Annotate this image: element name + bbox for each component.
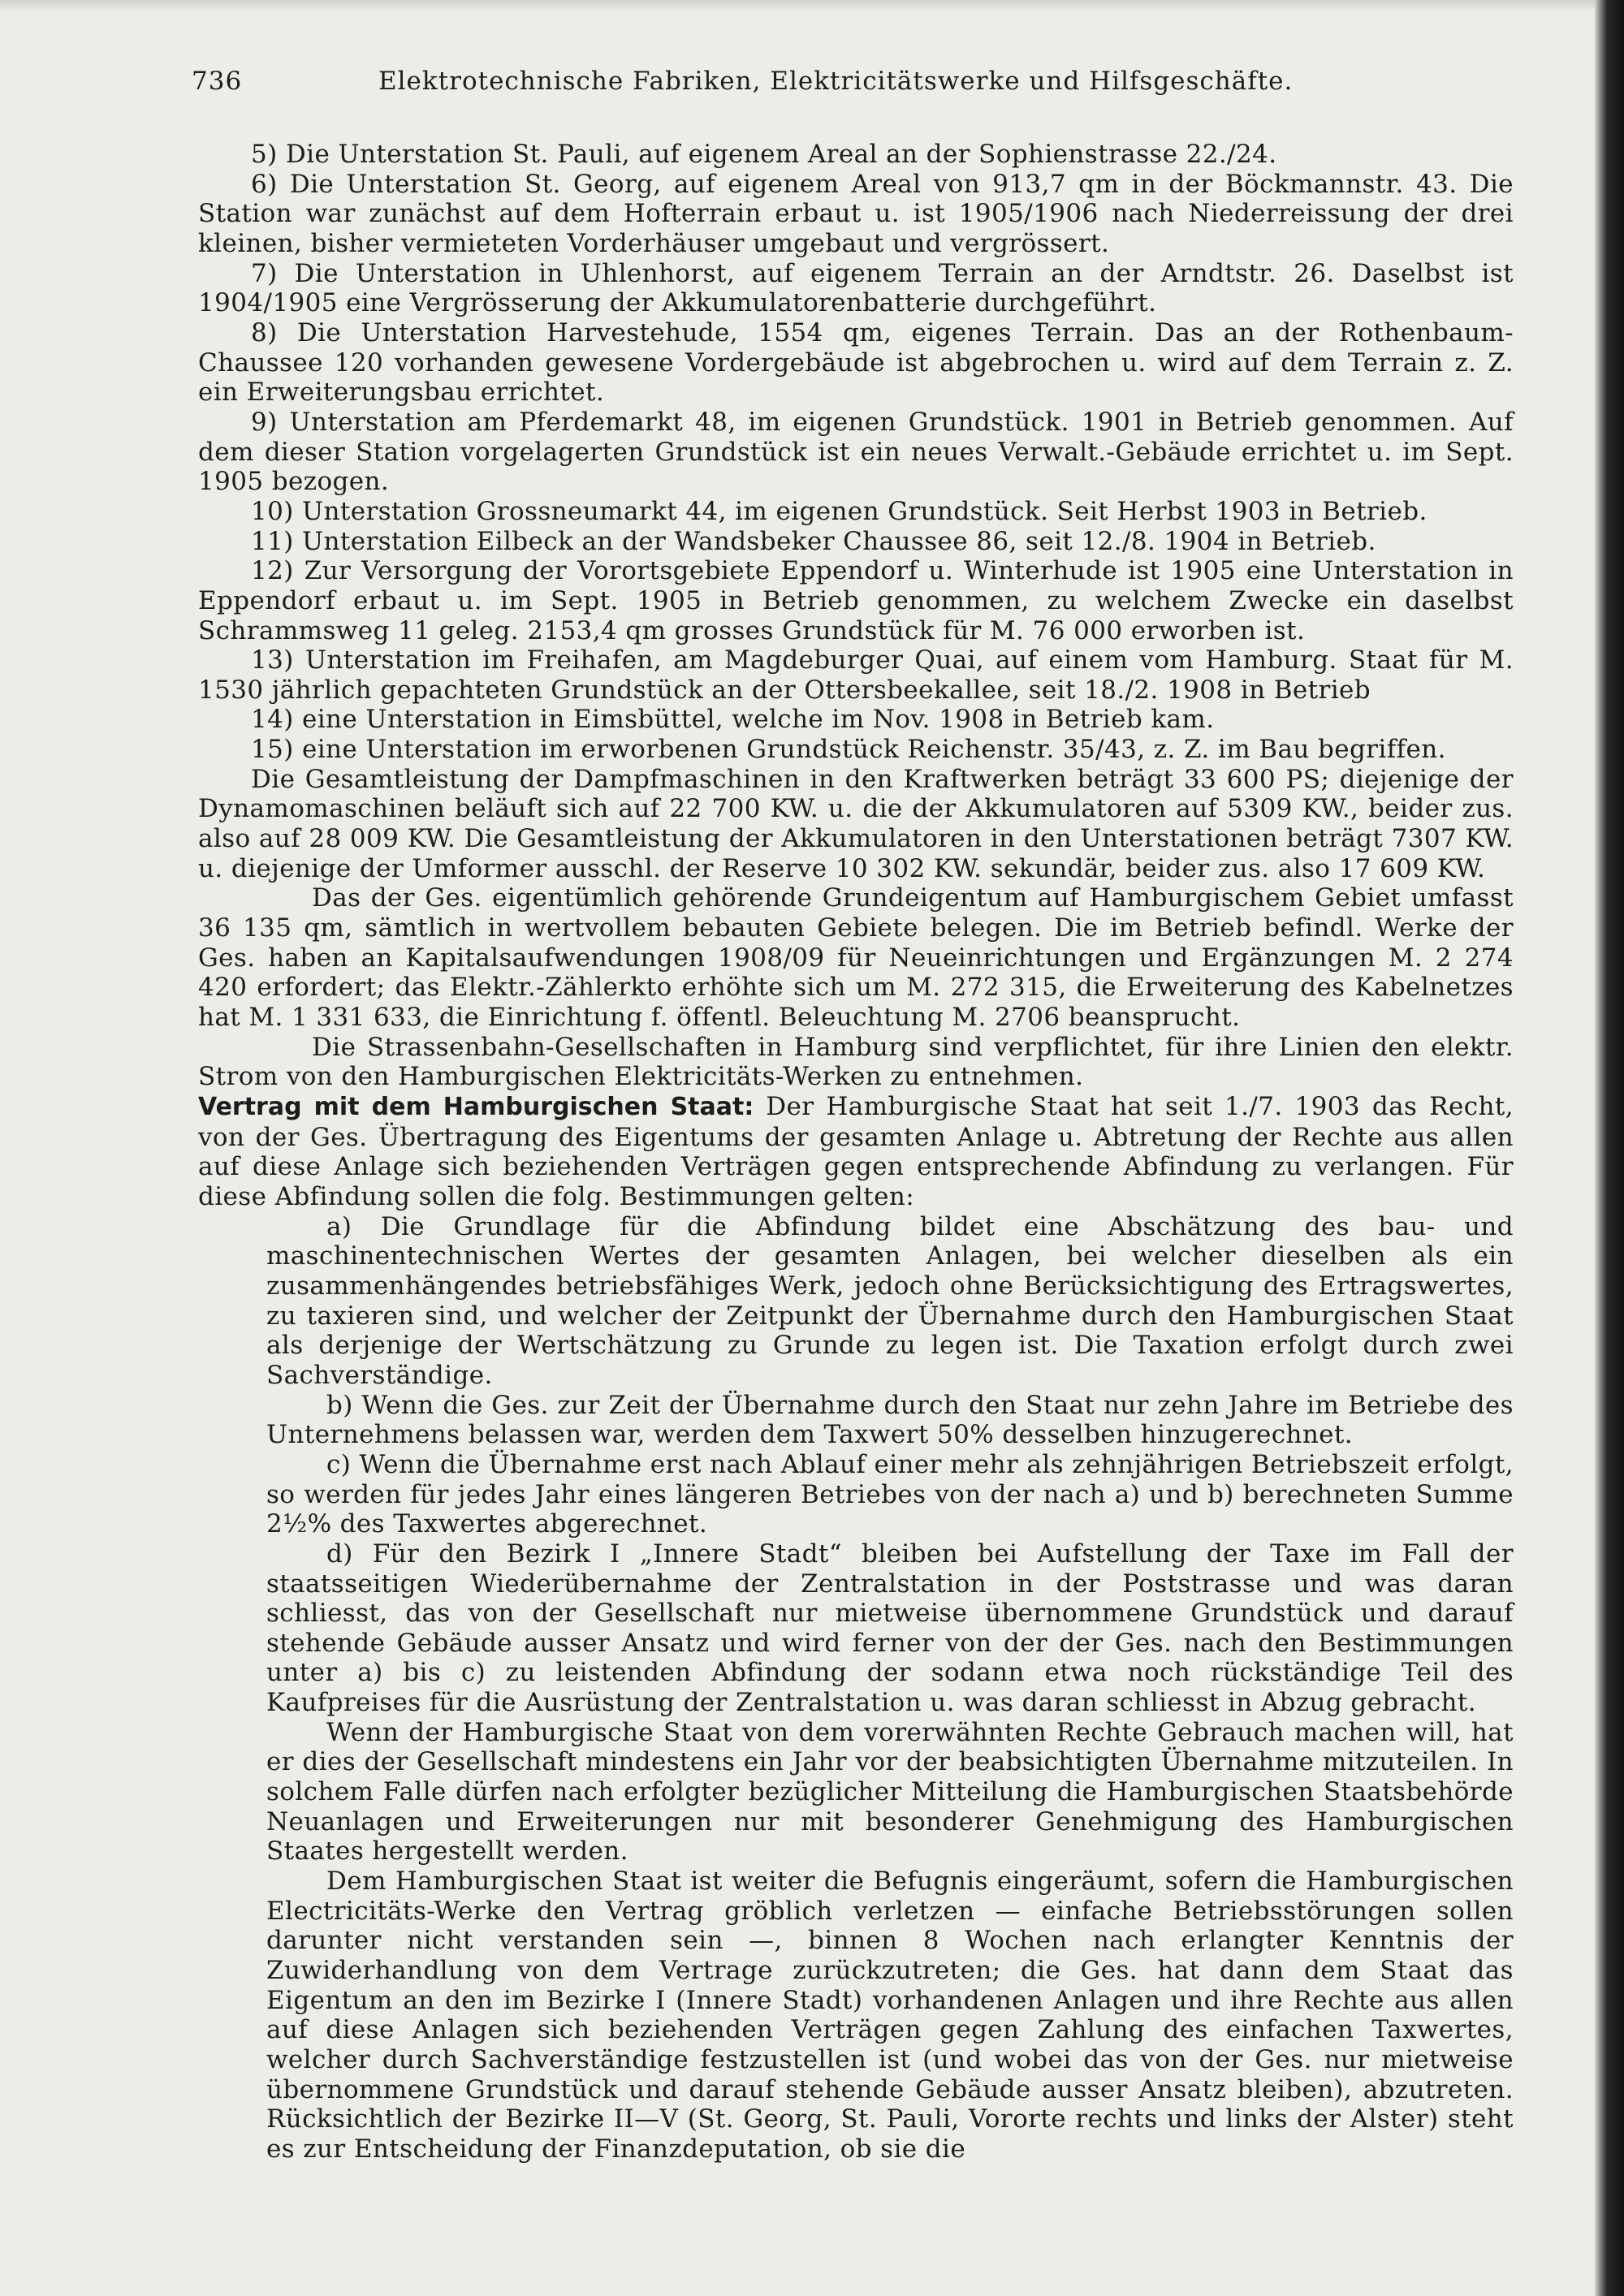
withdrawal-paragraph: Dem Hamburgischen Staat ist weiter die Befugnis eingeräumt, sofern die Hamburgischen Electricitäts-Werke den Vertrag gröblich verletzen — einfache Betriebsstörungen sollen darunter nicht verstanden sein —, binnen 8 Wochen nach erlangter Kenntnis der Zuwiderhandlung von dem Vertrage zurückzutreten; die Ges. hat dann dem Staat das Eigentum an den im Bezirke I (Innere Stadt) vorhandenen Anlagen und ihre Rechte aus allen auf diese Anlagen sich beziehenden Verträgen gegen Zahlung des einfachen Taxwertes, welcher durch Sachverständige festzustellen ist (und wobei das von der Ges. nur mietweise übernommene Grundstück und darauf stehende Gebäude ausser Ansatz bleiben), abzutreten. Rücksichtlich der Bezirke II—V (St. Georg, St. Pauli, Vororte rechts und links der Alster) steht es zur Entscheidung der Finanzdeputation, ob sie die bbox=[266, 1867, 1514, 2164]
contract-clauses bbox=[266, 1212, 1514, 2164]
contract-intro: Der Hamburgische Staat hat seit 1./7. 1903 das Recht, von der Ges. Übertragung des Eigentums der gesamten Anlage u. Abtretung der Rechte aus allen auf diese Anlage sich beziehenden Verträgen gegen entsprechende Abfindung zu verlangen. Für diese Abfindung sollen die folg. Bestimmungen gelten: bbox=[198, 1092, 1514, 1211]
list-item: 13) Unterstation im Freihafen, am Magdeburger Quai, auf einem vom Hamburg. Staat für M. 1530 jährlich gepachteten Grundstück an der Ottersbeekallee, seit 18./2. 1908 in Betrieb bbox=[198, 645, 1514, 705]
contract-label: Vertrag mit dem Hamburgischen Staat: bbox=[198, 1093, 754, 1121]
list-item: 5) Die Unterstation St. Pauli, auf eigenem Areal an der Sophienstrasse 22./24. bbox=[251, 140, 1277, 169]
page-header bbox=[192, 67, 1337, 107]
body-text bbox=[198, 140, 1514, 2164]
page-number: 736 bbox=[192, 67, 243, 96]
capacity-paragraph: Die Gesamtleistung der Dampfmaschinen in den Kraftwerken beträgt 33 600 PS; diejenige der Dynamomaschinen beläuft sich auf 22 700 KW. u. die der Akkumulatoren auf 5309 KW., beider zus. also auf 28 009 KW. Die Gesamtleistung der Akkumulatoren in den Unterstationen beträgt 7307 KW. u. diejenige der Umformer ausschl. der Reserve 10 302 KW. sekundär, beider zus. also 17 609 KW. bbox=[198, 764, 1514, 883]
running-title: Elektrotechnische Fabriken, Elektricitätswerke und Hilfsgeschäfte. bbox=[378, 67, 1294, 96]
list-item: 8) Die Unterstation Harvestehude, 1554 qm, eigenes Terrain. Das an der Rothenbaum-Chaussee 120 vorhanden gewesene Vordergebäude ist abgebrochen u. wird auf dem Terrain z. Z. ein Erweiterungsbau errichtet. bbox=[198, 317, 1514, 408]
clause-a: a) Die Grundlage für die Abfindung bildet eine Abschätzung des bau- und maschinentechnischen Wertes der gesamten Anlagen, bei welcher dieselben als ein zusammenhängendes betriebsfähiges Werk, jedoch ohne Berücksichtigung des Ertragswertes, zu taxieren sind, und welcher der Zeitpunkt der Übernahme durch den Hamburgischen Staat als derjenige der Wertschätzung zu Grunde zu legen ist. Die Taxation erfolgt durch zwei Sachverständige. bbox=[266, 1211, 1514, 1390]
list-item: 9) Unterstation am Pferdemarkt 48, im eigenen Grundstück. 1901 in Betrieb genommen. Auf dem dieser Station vorgelagerten Grundstück ist ein neues Verwalt.-Gebäude errichtet u. im Sept. 1905 bezogen. bbox=[198, 407, 1514, 497]
page-top-shadow bbox=[0, 0, 1624, 11]
list-item: 11) Unterstation Eilbeck an der Wandsbeker Chaussee 86, seit 12./8. 1904 in Betrieb. bbox=[251, 526, 1376, 556]
clause-c: c) Wenn die Übernahme erst nach Ablauf einer mehr als zehnjährigen Betriebszeit erfolgt, so werden für jedes Jahr eines längeren Betriebes von der nach a) und b) berechneten Summe 2½% des Taxwertes abgerechnet. bbox=[266, 1449, 1514, 1539]
clause-b: b) Wenn die Ges. zur Zeit der Übernahme durch den Staat nur zehn Jahre im Betriebe des Unternehmens belassen war, werden dem Taxwert 50% desselben hinzugerechnet. bbox=[266, 1390, 1514, 1450]
list-item: 12) Zur Versorgung der Vorortsgebiete Eppendorf u. Winterhude ist 1905 eine Unterstation in Eppendorf erbaut u. im Sept. 1905 in Betrieb genommen, zu welchem Zwecke ein daselbst Schrammsweg 11 geleg. 2153,4 qm grosses Grundstück für M. 76 000 erworben ist. bbox=[198, 556, 1514, 645]
tram-paragraph: Die Strassenbahn-Gesellschaften in Hamburg sind verpflichtet, für ihre Linien den elektr. Strom von den Hamburgischen Elektricitäts-Werken zu entnehmen. bbox=[198, 1032, 1514, 1092]
list-item: 6) Die Unterstation St. Georg, auf eigenem Areal von 913,7 qm in der Böckmannstr. 43. Die Station war zunächst auf dem Hofterrain erbaut u. ist 1905/1906 nach Niederreissung der drei kleinen, bisher vermieteten Vorderhäuser umgebaut und vergrössert. bbox=[198, 169, 1514, 258]
list-item: 10) Unterstation Grossneumarkt 44, im eigenen Grundstück. Seit Herbst 1903 in Betrieb. bbox=[251, 496, 1427, 526]
property-paragraph: Das der Ges. eigentümlich gehörende Grundeigentum auf Hamburgischem Gebiet umfasst 36 135 qm, sämtlich in wertvollem bebauten Gebiete belegen. Die im Betrieb befindl. Werke der Ges. haben an Kapitalsaufwendungen 1908/09 für Neueinrichtungen und Ergänzungen M. 2 274 420 erfordert; das Elektr.-Zählerkto erhöhte sich um M. 272 315, die Erweiterung des Kabelnetzes hat M. 1 331 633, die Einrichtung f. öffentl. Beleuchtung M. 2706 beansprucht. bbox=[198, 883, 1514, 1033]
list-item: 15) eine Unterstation im erworbenen Grundstück Reichenstr. 35/43, z. Z. im Bau begriffen. bbox=[251, 735, 1446, 765]
page-edge-shadow bbox=[1595, 0, 1624, 2296]
contract-paragraph bbox=[198, 1092, 1514, 1212]
list-item: 14) eine Unterstation in Eimsbüttel, welche im Nov. 1908 in Betrieb kam. bbox=[251, 705, 1215, 735]
list-item: 7) Die Unterstation in Uhlenhorst, auf eigenem Terrain an der Arndtstr. 26. Daselbst ist 1904/1905 eine Vergrösserung der Akkumulatorenbatterie durchgeführt. bbox=[198, 258, 1514, 318]
clause-d: d) Für den Bezirk I „Innere Stadt“ bleiben bei Aufstellung der Taxe im Fall der staatsseitigen Wiederübernahme der Zentralstation in der Poststrasse und was daran schliesst, das von der Gesellschaft nur mietweise übernommene Grundstück und darauf stehende Gebäude ausser Ansatz und wird ferner von der der Ges. nach den Bestimmungen unter a) bis c) zu leistenden Abfindung der sodann etwa noch rückständige Teil des Kaufpreises für die Ausrüstung der Zentralstation u. was daran schliesst in Abzug gebracht. bbox=[266, 1539, 1514, 1718]
notice-paragraph: Wenn der Hamburgische Staat von dem vorerwähnten Rechte Gebrauch machen will, hat er dies der Gesellschaft mindestens ein Jahr vor der beabsichtigten Übernahme mitzuteilen. In solchem Falle dürfen nach erfolgter bezüglicher Mitteilung die Hamburgischen Staatsbehörde Neuanlagen und Erweiterungen nur mit besonderer Genehmigung des Hamburgischen Staates hergestellt werden. bbox=[266, 1717, 1514, 1867]
